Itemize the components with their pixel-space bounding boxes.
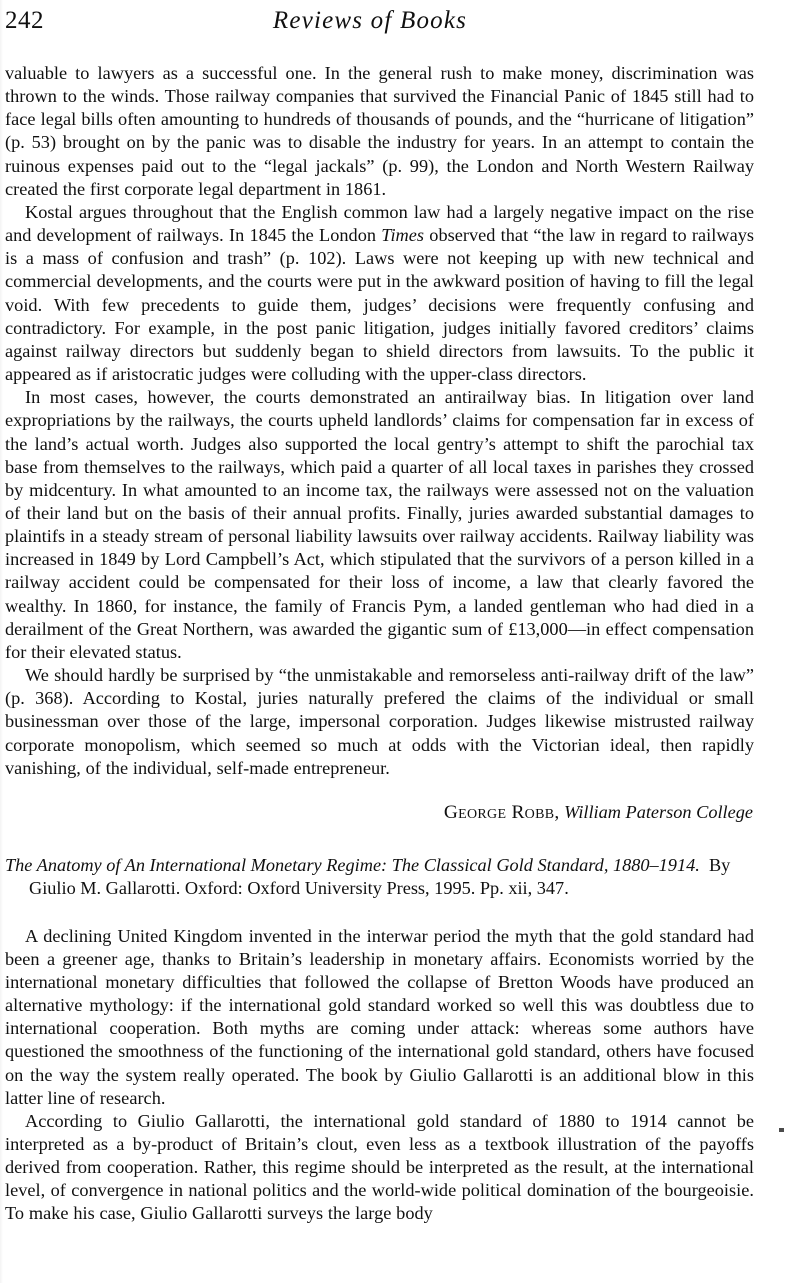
- citation-space: [700, 855, 709, 875]
- paragraph-kostal-argues: Kostal argues throughout that the English common law had a largely negative impact on the rise and development of railways. In 1845 the London Times observed that “the law in regard to railways is a mass of confusion and trash” (p. 102). Laws were not keeping up with new technical and commercial developments, and the courts were put in the awkward position of having to fill the legal void. With few precedents to guide them, judges’ decisions were frequently confusing and contradictory. For example, in the post panic litigation, judges initially favored creditors’ claims against railway directors but suddenly began to shield directors from lawsuits. To the public it appeared as if aristocratic judges were colluding with the upper-class directors.: [5, 201, 754, 385]
- scan-edge-shadow: [0, 0, 3, 1283]
- running-head: [0, 6, 800, 40]
- italic-newspaper-name: Times: [381, 225, 425, 246]
- paragraph-courts-bias: In most cases, however, the courts demonstrated an antirailway bias. In litigation over land expropriations by the railways, the courts upheld landlords’ claims for compensation far in excess of the land’s actual worth. Judges also supported the local gentry’s attempt to shift the parochial tax base from themselves to the railways, which paid a quarter of all local taxes in parishes they crossed by midcentury. In what amounted to an income tax, the railways were assessed not on the valuation of their land but on the basis of their annual profits. Finally, juries awarded substantial damages to plaintifs in a steady stream of personal liability lawsuits over railway accidents. Railway liability was increased in 1849 by Lord Campbell’s Act, which stipulated that the survivors of a person killed in a railway accident could be compensated for their loss of income, a law that clearly favored the wealthy. In 1860, for instance, the family of Francis Pym, a landed gentleman who had died in a derailment of the Great Northern, was awarded the gigantic sum of £13,000—in effect compensation for their elevated status.: [5, 387, 754, 662]
- book-citation: [5, 824, 754, 901]
- running-title: Reviews of Books: [272, 7, 468, 34]
- paragraph-according-gallarotti: According to Giulio Gallarotti, the international gold standard of 1880 to 1914 cannot be interpreted as a by-product of Britain’s clout, even less as a textbook illustration of the payoffs derived from cooperation. Rather, this regime should be interpreted as the result, at the international level, of convergence in national politics and the world-wide political domination of the bourgeoisie. To make his case, Giulio Gallarotti surveys the large body: [5, 1110, 754, 1224]
- page-number: 242: [5, 7, 44, 34]
- citation-spacer: [5, 901, 754, 925]
- reviewer-name: George Robb,: [443, 801, 560, 823]
- text-column: [5, 62, 754, 1226]
- scan-artifact-mark: [779, 1128, 784, 1132]
- paragraph-closing: We should hardly be surprised by “the unmistakable and remorseless anti-railway drift of the law” (p. 368). According to Kostal, juries naturally prefered the claims of the individual or small businessman over those of the large, impersonal corporation. Judges likewise mistrusted railway corporate monopolism, which seemed so much at odds with the Victorian ideal, then rapidly vanishing, of the individual, self-made entrepreneur.: [5, 665, 754, 778]
- paragraph-continuation: valuable to lawyers as a successful one. In the general rush to make money, discrimination was thrown to the winds. Those railway companies that survived the Financial Panic of 1845 still had to face legal bills often amounting to hundreds of thousands of pounds, and the “hurricane of litigation” (p. 53) brought on by the panic was to disable the industry for years. In an attempt to contain the ruinous expenses paid out to the “legal jackals” (p. 99), the London and North Western Railway created the first corporate legal department in 1861.: [5, 63, 754, 199]
- book-publication-info: By Giulio M. Gallarotti. Oxford: Oxford University Press, 1995. Pp. xii, 347.: [29, 855, 731, 899]
- reviewer-attribution: [5, 780, 754, 824]
- paragraph-declining-uk: A declining United Kingdom invented in the interwar period the myth that the gold standard had been a greener age, thanks to Britain’s leadership in monetary affairs. Economists worried by the international monetary difficulties that followed the collapse of Bretton Woods have produced an alternative mythology: if the international gold standard worked so well this was doubtless due to international cooperation. Both myths are coming under attack: whereas some authors have questioned the smoothness of the functioning of the international gold standard, others have focused on the way the system really operated. The book by Giulio Gallarotti is an additional blow in this latter line of research.: [5, 925, 754, 1108]
- reviewer-affiliation: William Paterson College: [564, 801, 753, 822]
- book-title: The Anatomy of An International Monetary Regime: The Classical Gold Standard, 1880–1914.: [5, 855, 700, 875]
